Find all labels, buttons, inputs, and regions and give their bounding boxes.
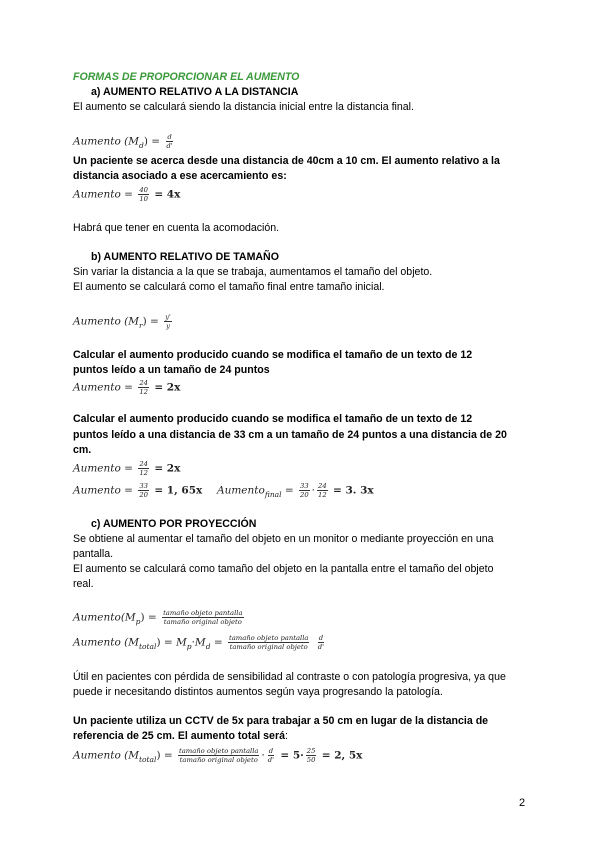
problem-c-line1: Un paciente utiliza un CCTV de 5x para trabajar a 50 cm en lugar de la distancia de xyxy=(73,715,489,727)
result-b1: Aumento = $\frac{24}{12}$ = 2x xyxy=(73,379,181,396)
result-a: Aumento = $\frac{40}{10}$ = 4x xyxy=(73,186,181,203)
section-b-text2: El aumento se calculará como el tamaño final entre tamaño inicial. xyxy=(73,281,385,293)
section-c-text3: El aumento se calculará como tamaño del objeto en la pantalla entre el tamaño del objeto xyxy=(73,563,494,575)
problem-b1-line1: Calcular el aumento producido cuando se modifica el tamaño de un texto de 12 xyxy=(73,349,473,361)
formula-projection: $Aumento(M_p)$ = $\frac{\text{tamaño objeto pantalla}}{\text{tamaño original objeto}}$ xyxy=(73,609,243,626)
page-heading: FORMAS DE PROPORCIONAR EL AUMENTO xyxy=(73,71,300,83)
problem-b2-line2: puntos leído a una distancia de 33 cm a un tamaño de 24 puntos a una distancia de 20 xyxy=(73,429,507,441)
problem-b2-line1: Calcular el aumento producido cuando se modifica el tamaño de un texto de 12 xyxy=(73,413,473,425)
section-a-title: a) AUMENTO RELATIVO A LA DISTANCIA xyxy=(91,86,299,98)
result-b2a: Aumento = $\frac{24}{12}$ = 2x xyxy=(73,460,181,477)
problem-b2-line3: cm. xyxy=(73,444,92,456)
section-c-title: c) AUMENTO POR PROYECCIÓN xyxy=(91,518,257,530)
problem-c-line2: referencia de 25 cm. El aumento total será: xyxy=(73,730,288,742)
problem-a-line2: distancia asociado a ese acercamiento es: xyxy=(73,170,287,182)
projection-note-line1: Útil en pacientes con pérdida de sensibilidad al contraste o con patología progresiva, ya que xyxy=(73,671,506,683)
formula-total: Aumento $(M_{total}) = M_p\cdot M_d$ = $\frac{\text{tamaño objeto pantalla}}{\text{tamaño original objeto}}$ $\frac{d}{d'}$ xyxy=(73,634,324,651)
section-c-text4: real. xyxy=(73,578,94,590)
section-b-title: b) AUMENTO RELATIVO DE TAMAÑO xyxy=(91,251,279,263)
result-b2b: Aumento = $\frac{33}{20}$ = 1, 65x xyxy=(73,482,203,499)
formula-size: Aumento $(M_r)$ = $\frac{y'}{y}$ xyxy=(73,313,171,330)
section-a-text: El aumento se calculará siendo la distancia inicial entre la distancia final. xyxy=(73,101,414,113)
section-b-text1: Sin variar la distancia a la que se trabaja, aumentamos el tamaño del objeto. xyxy=(73,266,433,278)
section-c-text1: Se obtiene al aumentar el tamaño del objeto en un monitor o mediante proyección en una xyxy=(73,533,494,545)
result-c: Aumento $(M_{total})$ = $\frac{\text{tamaño objeto pantalla}}{\text{tamaño original objeto}}$ · $\frac{d}{d'}$ = 5· $\frac{25}{50}$ = 2, 5x xyxy=(73,747,363,764)
formula-distance: Aumento $(M_d)$ = $\frac{d}{d'}$ xyxy=(73,133,173,150)
problem-b1-line2: puntos leído a un tamaño de 24 puntos xyxy=(73,364,270,376)
section-c-text2: pantalla. xyxy=(73,548,114,560)
projection-note-line2: puede ir necesitando distintos aumentos según vaya progresando la patología. xyxy=(73,686,443,698)
problem-a-line1: Un paciente se acerca desde una distancia de 40cm a 10 cm. El aumento relativo a la xyxy=(73,155,500,167)
page-number: 2 xyxy=(519,797,526,809)
accommodation-note: Habrá que tener en cuenta la acomodación. xyxy=(73,222,280,234)
result-b2c: Aumento$_{final}$ = $\frac{33}{20}$ · $\frac{24}{12}$ = 3. 3x xyxy=(217,482,374,499)
